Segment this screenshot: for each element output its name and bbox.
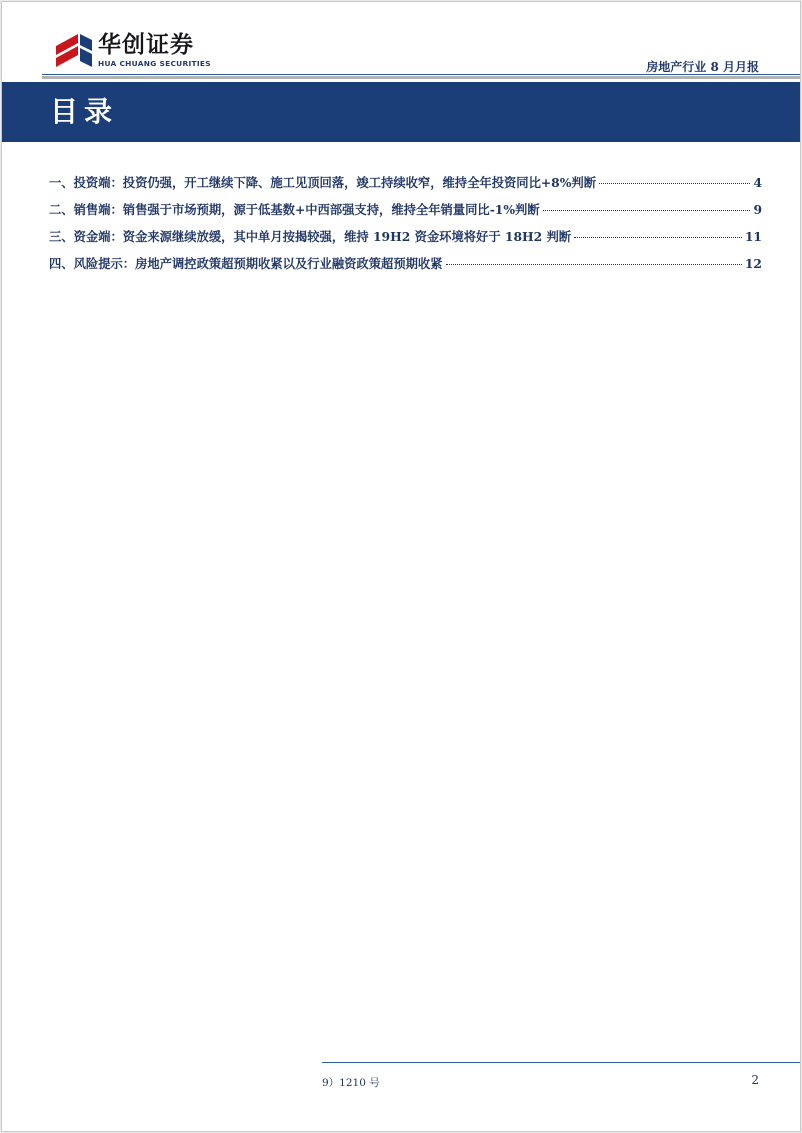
table-of-contents — [49, 173, 762, 281]
toc-entry-page: 11 — [744, 229, 762, 244]
header-rule — [42, 74, 800, 75]
toc-entry-page: 4 — [753, 175, 762, 190]
huachuang-logo-icon — [54, 32, 94, 69]
toc-leader-dots — [599, 183, 750, 184]
brand-name-cn: 华创证券 — [98, 32, 194, 58]
toc-entry-page: 9 — [753, 202, 762, 217]
toc-leader-dots — [574, 237, 742, 238]
toc-entry[interactable] — [49, 227, 762, 254]
toc-entry[interactable] — [49, 254, 762, 281]
title-band — [2, 82, 800, 142]
toc-entry-page: 12 — [744, 256, 762, 271]
toc-entry-label: 三、资金端：资金来源继续放缓，其中单月按揭较强，维持 19H2 资金环境将好于 18H2 判断 — [49, 229, 572, 244]
report-tag: 房地产行业 8 月月报 — [646, 60, 759, 74]
page-title: 目录 — [50, 95, 119, 128]
footer-rule — [322, 1062, 800, 1063]
report-page — [1, 1, 801, 1132]
toc-leader-dots — [446, 264, 742, 265]
toc-leader-dots — [543, 210, 751, 211]
toc-entry-label: 二、销售端：销售强于市场预期，源于低基数+中西部强支持，维持全年销量同比-1%判断 — [49, 202, 540, 217]
footer-note: 9）1210 号 — [322, 1077, 380, 1089]
toc-entry[interactable] — [49, 200, 762, 227]
header-rule-gray — [42, 76, 800, 79]
toc-entry[interactable] — [49, 173, 762, 200]
page-number: 2 — [751, 1073, 759, 1087]
toc-entry-label: 四、风险提示：房地产调控政策超预期收紧以及行业融资政策超预期收紧 — [49, 256, 443, 271]
toc-entry-label: 一、投资端：投资仍强，开工继续下降、施工见顶回落，竣工持续收窄，维持全年投资同比+8%判断 — [49, 175, 597, 190]
brand-name-en: HUA CHUANG SECURITIES — [98, 59, 211, 68]
